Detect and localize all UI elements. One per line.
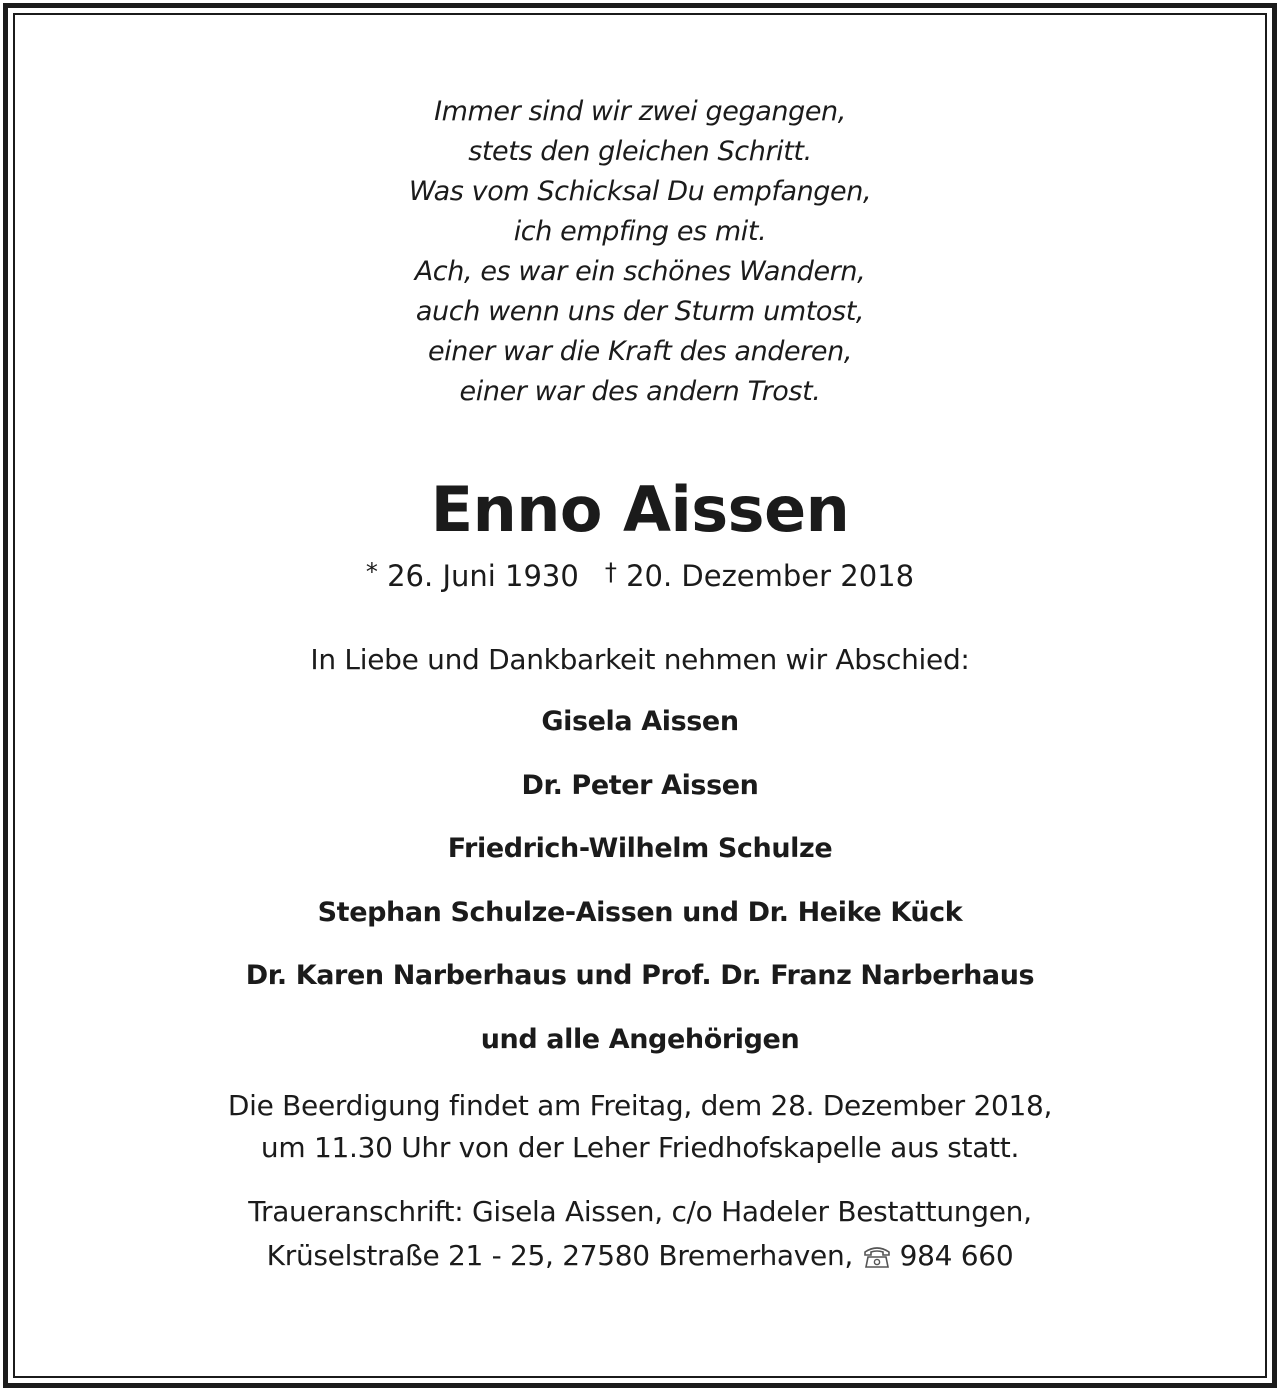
mourner-name: Stephan Schulze-Aissen und Dr. Heike Kück xyxy=(317,896,963,928)
poem-line: ich empfing es mit. xyxy=(513,216,767,247)
mourner-list xyxy=(13,700,1267,1082)
mourner-name: Dr. Karen Narberhaus und Prof. Dr. Franz Narberhaus xyxy=(245,960,1035,992)
mourner-name: Gisela Aissen xyxy=(541,706,739,737)
death-date: 20. Dezember 2018 xyxy=(626,559,915,593)
birth-date: 26. Juni 1930 xyxy=(387,559,579,593)
poem-line: Was vom Schicksal Du empfangen, xyxy=(408,176,872,207)
mourner-name: und alle Angehörigen xyxy=(480,1023,800,1055)
mourner-name: Dr. Peter Aissen xyxy=(521,769,759,801)
poem-line: einer war des andern Trost. xyxy=(459,376,821,407)
farewell-intro: In Liebe und Dankbarkeit nehmen wir Abschied: xyxy=(310,643,970,676)
poem-line: auch wenn uns der Sturm umtost, xyxy=(415,296,865,327)
death-symbol: † xyxy=(604,558,617,586)
address-street: Krüselstraße 21 - 25, 27580 Bremerhaven, xyxy=(266,1239,854,1272)
mourning-address xyxy=(13,1190,1267,1282)
phone-number: 984 660 xyxy=(899,1239,1014,1272)
funeral-notice xyxy=(13,1085,1267,1169)
funeral-line: um 11.30 Uhr von der Leher Friedhofskapelle aus statt. xyxy=(260,1131,1020,1164)
birth-symbol: * xyxy=(365,558,378,586)
telephone-icon xyxy=(862,1238,892,1282)
address-line-phone xyxy=(13,1234,1267,1282)
poem-line: einer war die Kraft des anderen, xyxy=(427,336,853,367)
poem-line: Immer sind wir zwei gegangen, xyxy=(434,96,846,127)
deceased-name: Enno Aissen xyxy=(430,473,850,546)
poem-line: Ach, es war ein schönes Wandern, xyxy=(414,256,866,287)
poem-line: stets den gleichen Schritt. xyxy=(468,136,812,167)
funeral-line: Die Beerdigung findet am Freitag, dem 28. Dezember 2018, xyxy=(227,1089,1053,1122)
life-dates xyxy=(13,556,1267,598)
poem xyxy=(13,92,1267,412)
address-line: Traueranschrift: Gisela Aissen, c/o Hadeler Bestattungen, xyxy=(248,1195,1032,1228)
mourner-name: Friedrich-Wilhelm Schulze xyxy=(447,833,833,865)
